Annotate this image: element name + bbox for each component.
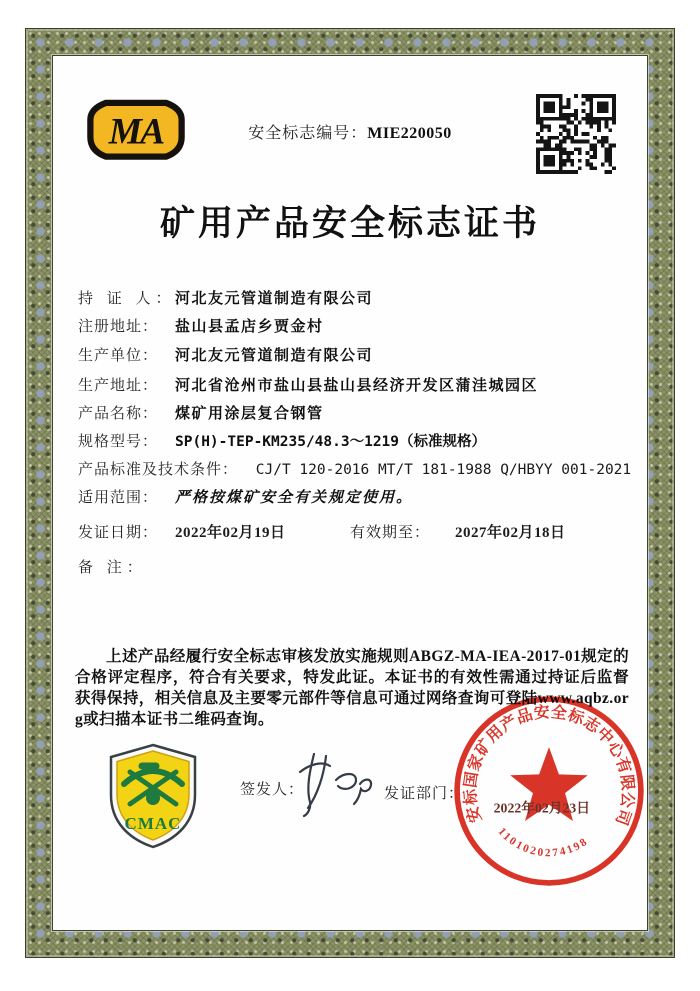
issue-date-label: 发证日期： [78,525,159,541]
field-row-holder [78,287,630,308]
field-row-scope [78,486,630,507]
field-label: 生产单位： [78,348,159,364]
field-row-spec-model [78,430,630,451]
field-label: 产品标准及技术条件： [78,462,239,478]
field-label: 注册地址： [78,319,159,335]
field-value: SP(H)-TEP-KM235/48.3～1219（标准规格） [175,434,487,450]
cert-number-value: MIE220050 [367,125,452,142]
field-value: 河北友元管道制造有限公司 [175,348,374,364]
field-value: 煤矿用涂层复合钢管 [175,406,324,422]
remark-row [78,556,630,577]
field-value: 严格按煤矿安全有关规定使用。 [175,490,414,506]
ma-logo-text: MA [108,111,164,153]
seal-ring-text: 安标国家矿用产品安全标志中心有限公司 [462,703,636,828]
cmac-badge-icon [106,742,200,850]
valid-until-value: 2027年02月18日 [455,525,566,541]
field-label: 规格型号： [78,434,159,450]
svg-text:1101020274198 [496,826,591,860]
field-label: 适用范围： [78,490,159,506]
issuing-dept-label: 发证部门： [384,786,465,802]
conformity-statement: 上述产品经履行安全标志审核发放实施规则ABGZ-MA-IEA-2017-01规定的合格评定程序，符合有关要求，特发此证。本证书的有效性需通过持证后监督获得保持，相关信息及主要零元部件等信息可通过网络查询可登陆www.aqbz.org或扫描本证书二维码查询。 [75,648,629,728]
field-label: 持 证 人： [78,291,176,307]
issuer-label: 签发人： [240,782,305,798]
cert-number-line [150,120,550,143]
field-row-standards [78,458,630,479]
qr-code-icon [536,94,616,174]
field-label: 产品名称： [78,406,159,422]
field-value: 河北省沧州市盐山县盐山县经济开发区蒲洼城园区 [175,378,539,394]
field-row-product-name [78,402,630,423]
remark-label: 备 注： [78,560,147,576]
official-seal [452,694,646,888]
page-title: 矿用产品安全标志证书 [159,204,540,243]
dates-row [78,521,630,542]
seal-number: 1101020274198 [495,825,591,860]
field-row-producer [78,344,630,365]
field-row-prod-address [78,374,630,395]
field-label: 生产地址： [78,378,159,394]
valid-until-label: 有效期至： [350,525,431,541]
cmac-badge-text: CMAC [124,814,182,833]
issue-date-value: 2022年02月19日 [175,525,286,541]
issuer-signature [292,748,378,820]
field-value: 盐山县孟店乡贾金村 [175,319,324,335]
field-value: 河北友元管道制造有限公司 [175,291,374,307]
seal-date: 2022年02月23日 [493,800,591,816]
cert-number-label: 安全标志编号： [248,125,368,142]
field-row-reg-address [78,315,630,336]
field-value: CJ/T 120-2016 MT/T 181-1988 Q/HBYY 001-2021 [255,462,632,478]
